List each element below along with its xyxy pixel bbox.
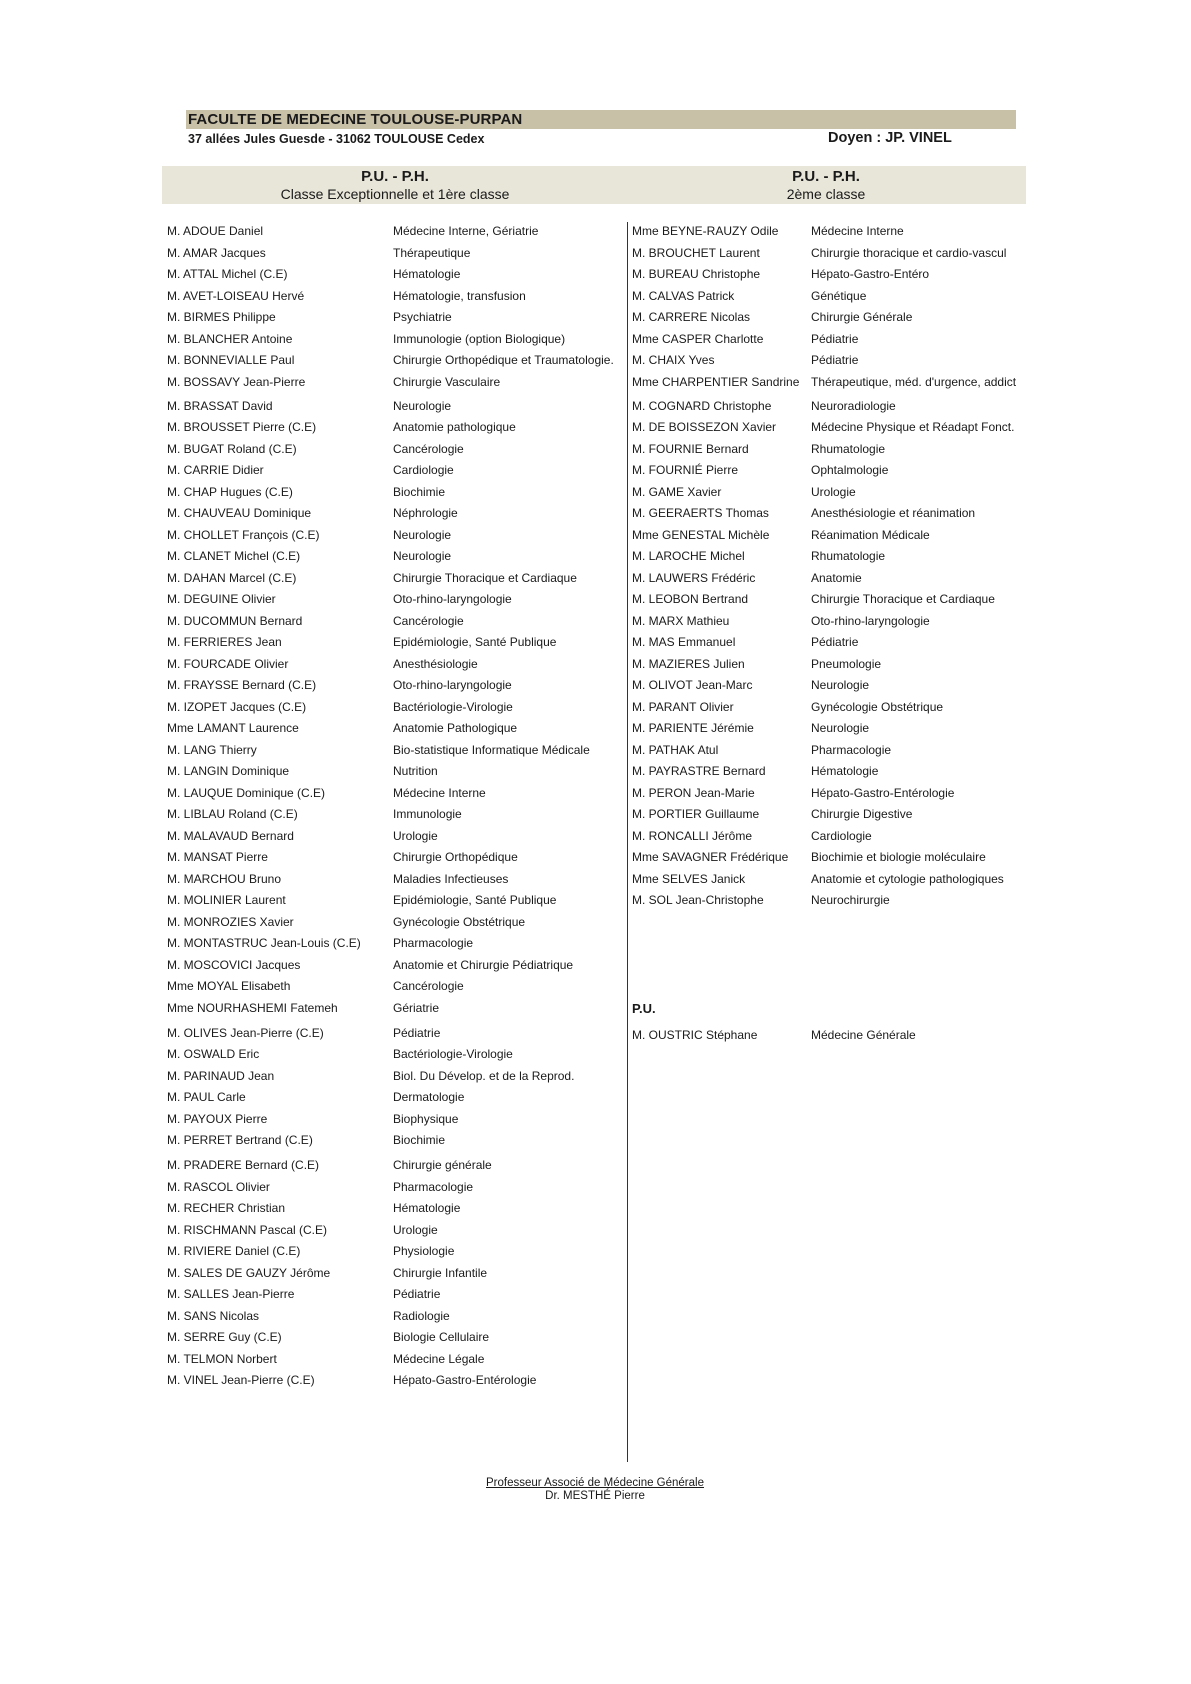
specialty: Rhumatologie (811, 549, 886, 563)
left-header-subtitle: Classe Exceptionnelle et 1ère classe (280, 186, 510, 202)
dean-name: Doyen : JP. VINEL (828, 130, 952, 146)
professor-name: M. FERRIERES Jean (167, 635, 282, 649)
specialty: Physiologie (393, 1244, 455, 1258)
professor-name: M. MOSCOVICI Jacques (167, 958, 301, 972)
professor-name: M. MARCHOU Bruno (167, 872, 282, 886)
specialty: Hématologie (811, 764, 879, 778)
professor-name: M. CLANET Michel (C.E) (167, 549, 301, 563)
specialty: Thérapeutique, méd. d'urgence, addict (811, 375, 1017, 389)
professor-name: M. PERRET Bertrand (C.E) (167, 1133, 313, 1147)
specialty: Chirurgie Générale (811, 310, 913, 324)
footer (445, 1477, 745, 1503)
professor-name: M. LANGIN Dominique (167, 764, 290, 778)
specialty: Gynécologie Obstétrique (811, 700, 944, 714)
professor-name: M. AMAR Jacques (167, 246, 266, 260)
professor-name: M. LAUWERS Frédéric (632, 571, 756, 585)
professor-name: M. SALLES Jean-Pierre (167, 1287, 295, 1301)
specialty: Immunologie (393, 807, 462, 821)
specialty: Biologie Cellulaire (393, 1330, 490, 1344)
specialty: Chirurgie Digestive (811, 807, 913, 821)
professor-name: M. FRAYSSE Bernard (C.E) (167, 678, 317, 692)
professor-name: M. SANS Nicolas (167, 1309, 260, 1323)
professor-name: M. LIBLAU Roland (C.E) (167, 807, 298, 821)
specialty: Neurologie (393, 549, 452, 563)
specialty: Anatomie Pathologique (393, 721, 518, 735)
specialty: Psychiatrie (393, 310, 452, 324)
specialty: Nutrition (393, 764, 438, 778)
specialty: Urologie (393, 1223, 438, 1237)
specialty: Pédiatrie (811, 353, 859, 367)
professor-name: M. PORTIER Guillaume (632, 807, 760, 821)
specialty: Pharmacologie (393, 1180, 474, 1194)
professor-name: M. SALES DE GAUZY Jérôme (167, 1266, 331, 1280)
left-column-header (245, 168, 545, 203)
professor-name: M. BROUCHET Laurent (632, 246, 760, 260)
professor-name: M. RISCHMANN Pascal (C.E) (167, 1223, 328, 1237)
specialty: Pédiatrie (393, 1287, 441, 1301)
professor-name: M. CALVAS Patrick (632, 289, 735, 303)
professor-name: M. LAUQUE Dominique (C.E) (167, 786, 326, 800)
professor-name: Mme CHARPENTIER Sandrine (632, 375, 800, 389)
faculty-address: 37 allées Jules Guesde - 31062 TOULOUSE Cedex (188, 132, 485, 146)
specialty: Anatomie et cytologie pathologiques (811, 872, 1004, 886)
professor-name: M. BRASSAT David (167, 399, 273, 413)
specialty: Hépato-Gastro-Entéro (811, 267, 930, 281)
professor-name: Mme SELVES Janick (632, 872, 746, 886)
specialty: Pédiatrie (811, 635, 859, 649)
specialty: Pédiatrie (811, 332, 859, 346)
specialty: Urologie (811, 485, 856, 499)
specialty: Oto-rhino-laryngologie (393, 678, 512, 692)
specialty: Chirurgie thoracique et cardio-vascul (811, 246, 1007, 260)
faculty-title: FACULTE DE MEDECINE TOULOUSE-PURPAN (186, 110, 1016, 129)
specialty: Chirurgie Vasculaire (393, 375, 501, 389)
specialty: Pharmacologie (393, 936, 474, 950)
specialty: Biochimie et biologie moléculaire (811, 850, 986, 864)
specialty: Hématologie (393, 267, 461, 281)
professor-name: Mme MOYAL Elisabeth (167, 979, 291, 993)
specialty: Néphrologie (393, 506, 458, 520)
professor-name: M. TELMON Norbert (167, 1352, 277, 1366)
professor-name: M. IZOPET Jacques (C.E) (167, 700, 307, 714)
professor-name: Mme LAMANT Laurence (167, 721, 299, 735)
specialty: Neurologie (393, 528, 452, 542)
specialty: Hématologie (393, 1201, 461, 1215)
professor-name: Mme GENESTAL Michèle (632, 528, 770, 542)
professor-name: M. PARIENTE Jérémie (632, 721, 754, 735)
professor-name: M. PATHAK Atul (632, 743, 719, 757)
professor-name: M. RIVIERE Daniel (C.E) (167, 1244, 301, 1258)
specialty: Pneumologie (811, 657, 882, 671)
professor-name: M. MALAVAUD Bernard (167, 829, 294, 843)
specialty: Gynécologie Obstétrique (393, 915, 526, 929)
specialty: Maladies Infectieuses (393, 872, 509, 886)
specialty: Immunologie (option Biologique) (393, 332, 566, 346)
specialty: Chirurgie Orthopédique (393, 850, 518, 864)
specialty: Médecine Interne (811, 224, 904, 238)
professor-name: M. GAME Xavier (632, 485, 722, 499)
professor-name: M. VINEL Jean-Pierre (C.E) (167, 1373, 315, 1387)
specialty: Hématologie, transfusion (393, 289, 526, 303)
specialty: Médecine Légale (393, 1352, 485, 1366)
specialty: Neuroradiologie (811, 399, 896, 413)
professor-name: Mme NOURHASHEMI Fatemeh (167, 1001, 338, 1015)
professor-name: M. OLIVOT Jean-Marc (632, 678, 753, 692)
professor-name: M. LANG Thierry (167, 743, 257, 757)
professor-name: M. SERRE Guy (C.E) (167, 1330, 282, 1344)
right-header-subtitle: 2ème classe (786, 186, 866, 202)
specialty: Neurologie (811, 721, 870, 735)
professor-name: Mme BEYNE-RAUZY Odile (632, 224, 779, 238)
professor-name: M. PAYRASTRE Bernard (632, 764, 766, 778)
professor-name: M. DEGUINE Olivier (167, 592, 276, 606)
specialty: Pharmacologie (811, 743, 892, 757)
professor-name: M. LAROCHE Michel (632, 549, 745, 563)
specialty: Cardiologie (811, 829, 872, 843)
specialty: Oto-rhino-laryngologie (811, 614, 930, 628)
professor-name: M. MONTASTRUC Jean-Louis (C.E) (167, 936, 361, 950)
specialty: Anesthésiologie (393, 657, 478, 671)
professor-name: M. FOURNIE Bernard (632, 442, 749, 456)
professor-name: M. CHAP Hugues (C.E) (167, 485, 293, 499)
specialty: Réanimation Médicale (811, 528, 930, 542)
professor-name: M. BLANCHER Antoine (167, 332, 293, 346)
professor-name: M. MARX Mathieu (632, 614, 730, 628)
specialty: Chirurgie Infantile (393, 1266, 488, 1280)
footer-person: Dr. MESTHÉ Pierre (545, 1490, 645, 1502)
specialty: Rhumatologie (811, 442, 886, 456)
professor-name: M. PAUL Carle (167, 1090, 246, 1104)
professor-name: M. BIRMES Philippe (167, 310, 276, 324)
specialty: Médecine Interne, Gériatrie (393, 224, 539, 238)
professor-name: M. AVET-LOISEAU Hervé (167, 289, 305, 303)
specialty: Chirurgie Orthopédique et Traumatologie. (393, 353, 614, 367)
professor-name: M. BONNEVIALLE Paul (167, 353, 295, 367)
professor-name: M. DE BOISSEZON Xavier (632, 420, 777, 434)
specialty: Urologie (393, 829, 438, 843)
specialty: Gériatrie (393, 1001, 440, 1015)
specialty: Médecine Générale (811, 1028, 916, 1042)
professor-name: M. MANSAT Pierre (167, 850, 268, 864)
professor-name: M. PARANT Olivier (632, 700, 734, 714)
specialty: Thérapeutique (393, 246, 471, 260)
specialty: Biochimie (393, 485, 446, 499)
specialty: Anatomie et Chirurgie Pédiatrique (393, 958, 574, 972)
professor-name: M. CHOLLET François (C.E) (167, 528, 320, 542)
pu-row (632, 1026, 916, 1044)
professor-name: M. OSWALD Eric (167, 1047, 260, 1061)
professor-name: M. CHAIX Yves (632, 353, 715, 367)
specialty: Cardiologie (393, 463, 454, 477)
professor-name: M. CARRERE Nicolas (632, 310, 751, 324)
professor-name: M. RONCALLI Jérôme (632, 829, 753, 843)
professor-name: M. PRADERE Bernard (C.E) (167, 1158, 320, 1172)
professor-name: M. BUGAT Roland (C.E) (167, 442, 297, 456)
professor-name: M. GEERAERTS Thomas (632, 506, 769, 520)
professor-name: M. MONROZIES Xavier (167, 915, 294, 929)
professor-name: M. FOURCADE Olivier (167, 657, 289, 671)
specialty: Cancérologie (393, 614, 464, 628)
professor-name: M. ATTAL Michel (C.E) (167, 267, 288, 281)
professor-name: M. CHAUVEAU Dominique (167, 506, 312, 520)
specialty: Chirurgie Thoracique et Cardiaque (393, 571, 577, 585)
right-column-header (676, 168, 976, 203)
specialty: Anatomie pathologique (393, 420, 516, 434)
specialty: Neurochirurgie (811, 893, 890, 907)
professor-name: M. OLIVES Jean-Pierre (C.E) (167, 1026, 324, 1040)
professor-name: M. DAHAN Marcel (C.E) (167, 571, 297, 585)
pu-section-title: P.U. (632, 1001, 656, 1016)
professor-name: Mme CASPER Charlotte (632, 332, 764, 346)
professor-name: Mme SAVAGNER Frédérique (632, 850, 789, 864)
professor-name: M. RASCOL Olivier (167, 1180, 270, 1194)
professor-name: M. ADOUE Daniel (167, 224, 264, 238)
professor-name: M. MAS Emmanuel (632, 635, 736, 649)
column-divider (627, 222, 628, 1462)
professor-name: M. FOURNIÉ Pierre (632, 463, 739, 477)
specialty: Bio-statistique Informatique Médicale (393, 743, 590, 757)
specialty: Médecine Interne (393, 786, 486, 800)
professor-name: M. BUREAU Christophe (632, 267, 761, 281)
specialty: Chirurgie générale (393, 1158, 492, 1172)
specialty: Bactériologie-Virologie (393, 1047, 513, 1061)
specialty: Pédiatrie (393, 1026, 441, 1040)
specialty: Epidémiologie, Santé Publique (393, 635, 557, 649)
specialty: Cancérologie (393, 442, 464, 456)
specialty: Médecine Physique et Réadapt Fonct. (811, 420, 1015, 434)
professor-name: M. PERON Jean-Marie (632, 786, 755, 800)
specialty: Anatomie (811, 571, 862, 585)
specialty: Hépato-Gastro-Entérologie (393, 1373, 537, 1387)
professor-name: M. OUSTRIC Stéphane (632, 1028, 758, 1042)
specialty: Hépato-Gastro-Entérologie (811, 786, 955, 800)
footer-role: Professeur Associé de Médecine Générale (486, 1477, 704, 1489)
professor-name: M. CARRIE Didier (167, 463, 264, 477)
professor-name: M. BROUSSET Pierre (C.E) (167, 420, 317, 434)
professor-name: M. COGNARD Christophe (632, 399, 772, 413)
specialty: Biophysique (393, 1112, 459, 1126)
specialty: Biol. Du Dévelop. et de la Reprod. (393, 1069, 575, 1083)
specialty: Cancérologie (393, 979, 464, 993)
specialty: Neurologie (393, 399, 452, 413)
left-header-title: P.U. - P.H. (361, 168, 429, 185)
specialty: Oto-rhino-laryngologie (393, 592, 512, 606)
professor-name: M. MOLINIER Laurent (167, 893, 286, 907)
professor-name: M. SOL Jean-Christophe (632, 893, 764, 907)
specialty: Radiologie (393, 1309, 450, 1323)
professor-name: M. BOSSAVY Jean-Pierre (167, 375, 306, 389)
professor-name: M. MAZIERES Julien (632, 657, 745, 671)
specialty: Génétique (811, 289, 867, 303)
professor-name: M. PARINAUD Jean (167, 1069, 275, 1083)
right-header-title: P.U. - P.H. (792, 168, 860, 185)
specialty: Ophtalmologie (811, 463, 889, 477)
professor-name: M. PAYOUX Pierre (167, 1112, 268, 1126)
specialty: Bactériologie-Virologie (393, 700, 513, 714)
specialty: Chirurgie Thoracique et Cardiaque (811, 592, 995, 606)
specialty: Dermatologie (393, 1090, 465, 1104)
specialty: Anesthésiologie et réanimation (811, 506, 976, 520)
specialty: Biochimie (393, 1133, 446, 1147)
professor-name: M. DUCOMMUN Bernard (167, 614, 303, 628)
professor-name: M. RECHER Christian (167, 1201, 286, 1215)
specialty: Epidémiologie, Santé Publique (393, 893, 557, 907)
specialty: Neurologie (811, 678, 870, 692)
professor-name: M. LEOBON Bertrand (632, 592, 749, 606)
